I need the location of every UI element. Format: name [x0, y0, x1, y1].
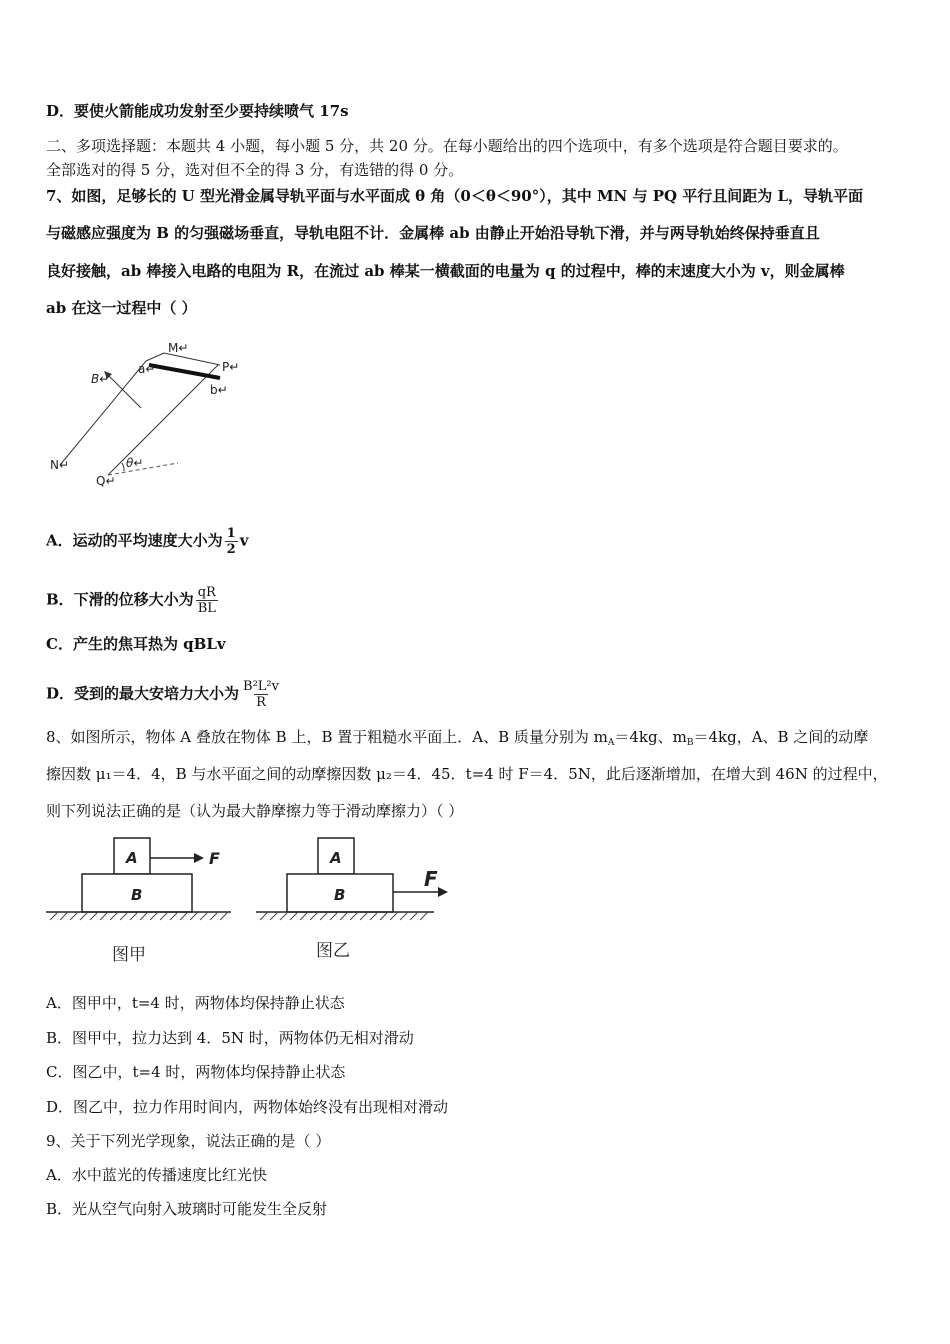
fraction-half — [225, 526, 238, 557]
q8-option-c: C．图乙中，t=4 时，两物体均保持静止状态 — [46, 1063, 346, 1081]
q8-option-d: D．图乙中，拉力作用时间内，两物体始终没有出现相对滑动 — [46, 1098, 449, 1116]
label-n: N↵ — [50, 458, 70, 472]
q8-line1-part1: 8、如图所示，物体 A 叠放在物体 B 上，B 置于粗糙水平面上．A、B 质量分别为 m — [46, 728, 608, 746]
q7-option-a-text: A．运动的平均速度大小为 — [46, 531, 223, 550]
q8-stem-line2: 擦因数 μ₁＝4．4，B 与水平面之间的动摩擦因数 μ₂＝4．45．t=4 时 F＝4．5N，此后逐渐增加，在增大到 46N 的过程中， — [46, 765, 888, 783]
caption-yi: 图乙 — [316, 941, 350, 961]
block-b-label: B — [334, 886, 346, 904]
force-label: F — [424, 867, 438, 891]
q8-line1-part2: ＝4kg、m — [614, 728, 687, 746]
section2-heading-line2: 全部选对的得 5 分，选对但不全的得 3 分，有选错的得 0 分。 — [46, 161, 464, 179]
q8-stem-line3: 则下列说法正确的是（认为最大静摩擦力等于滑动摩擦力）（ ） — [46, 802, 464, 820]
block-a-label: A — [126, 849, 138, 867]
q8-line1-part3: ＝4kg，A、B 之间的动摩 — [693, 728, 869, 746]
q6-option-d: D．要使火箭能成功发射至少要持续喷气 17s — [46, 102, 349, 120]
label-field-b: B↵ — [91, 372, 110, 386]
q7-option-d — [46, 679, 283, 710]
q7-stem-line4: ab 在这一过程中（ ） — [46, 299, 197, 317]
fraction-numerator: B²L²v — [243, 679, 279, 694]
q7-option-a-tail: v — [239, 531, 249, 550]
label-q: Q↵ — [96, 474, 116, 488]
label-m: M↵ — [168, 341, 189, 355]
q7-option-a — [46, 526, 248, 557]
q8-option-b: B．图甲中，拉力达到 4．5N 时，两物体仍无相对滑动 — [46, 1029, 414, 1047]
block-a-label: A — [330, 849, 342, 867]
q7-stem-line1: 7、如图，足够长的 U 型光滑金属导轨平面与水平面成 θ 角（0＜θ＜90°），其中 MN 与 PQ 平行且间距为 L，导轨平面 — [46, 187, 864, 205]
fraction-denominator: BL — [197, 601, 216, 616]
q8-figure-jia — [46, 832, 241, 972]
fraction-numerator: 1 — [226, 526, 236, 541]
q9-option-b: B．光从空气向射入玻璃时可能发生全反射 — [46, 1200, 328, 1218]
fraction-denominator: 2 — [226, 542, 236, 557]
q9-option-a: A．水中蓝光的传播速度比红光快 — [46, 1166, 267, 1184]
label-a: a↵ — [138, 362, 156, 376]
q8-stem-line1 — [46, 727, 868, 753]
block-b-label: B — [131, 886, 143, 904]
label-theta: θ↵ — [126, 456, 144, 470]
fraction-qr-bl — [196, 585, 218, 616]
q7-stem-line2: 与磁感应强度为 B 的匀强磁场垂直，导轨电阻不计．金属棒 ab 由静止开始沿导轨下滑，并与两导轨始终保持垂直且 — [46, 224, 820, 242]
q7-rail-diagram — [46, 335, 246, 495]
q8-option-a: A．图甲中，t=4 时，两物体均保持静止状态 — [46, 994, 345, 1012]
q7-option-b — [46, 585, 220, 616]
label-b-end: b↵ — [210, 383, 228, 397]
force-label: F — [209, 849, 220, 868]
q8-figure-yi — [256, 832, 461, 972]
fraction-force — [241, 679, 281, 710]
q7-stem-line3: 良好接触，ab 棒接入电路的电阻为 R，在流过 ab 棒某一横截面的电量为 q 的过程中，棒的末速度大小为 v，则金属棒 — [46, 262, 845, 280]
fraction-numerator: qR — [197, 585, 216, 600]
fraction-denominator: R — [256, 695, 266, 710]
section2-heading-line1: 二、多项选择题：本题共 4 小题，每小题 5 分，共 20 分。在每小题给出的四个选项中，有多个选项是符合题目要求的。 — [46, 137, 848, 155]
q7-option-b-text: B．下滑的位移大小为 — [46, 590, 194, 609]
q8-sub-a: A — [607, 738, 615, 748]
q8-sub-b: B — [686, 738, 694, 748]
label-p: P↵ — [222, 360, 240, 374]
q7-option-c: C．产生的焦耳热为 qBLv — [46, 635, 226, 653]
q7-option-d-text: D．受到的最大安培力大小为 — [46, 684, 240, 703]
caption-jia: 图甲 — [112, 945, 146, 965]
q9-stem: 9、关于下列光学现象，说法正确的是（ ） — [46, 1132, 331, 1150]
